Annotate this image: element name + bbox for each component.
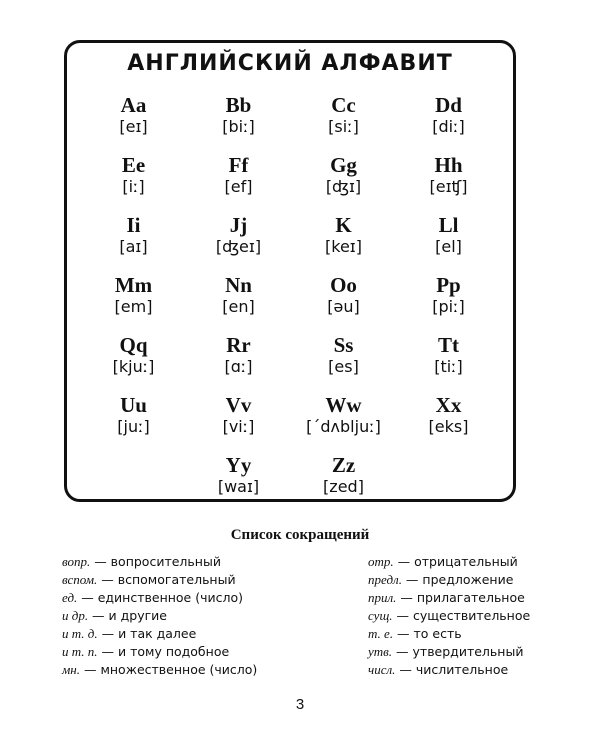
letter-glyph: Ss (333, 333, 354, 357)
page-number: 3 (295, 696, 305, 713)
abbreviation-meaning: — единственное (число) (77, 590, 243, 605)
abbreviation-item (62, 607, 257, 625)
alphabet-box (64, 40, 516, 502)
letter-glyph: Nn (225, 273, 252, 297)
letter-glyph: Xx (435, 393, 462, 417)
abbreviations-title: Список сокращений (230, 527, 370, 543)
letter-glyph: Ww (325, 393, 362, 417)
letter-transcription: [es] (328, 357, 359, 376)
abbreviation-meaning: — предложение (401, 572, 514, 587)
letter-card (81, 273, 186, 333)
letter-transcription: [el] (435, 237, 462, 256)
letter-transcription: [ˊdʌbljuː] (306, 417, 381, 436)
letter-transcription: [em] (114, 297, 153, 316)
letter-transcription: [biː] (222, 117, 255, 136)
letter-glyph: Dd (435, 93, 462, 117)
abbreviation-meaning: — вопросительный (90, 554, 221, 569)
letter-card (396, 213, 501, 273)
letter-card (291, 453, 396, 513)
abbreviation-meaning: — множественное (число) (80, 662, 258, 677)
letter-glyph: Ff (228, 153, 249, 177)
abbreviation-short: и т. д. (62, 626, 98, 641)
abbreviation-short: предл. (368, 572, 402, 587)
letter-card (81, 93, 186, 153)
letter-card (291, 93, 396, 153)
abbreviation-item (62, 571, 257, 589)
letter-card (396, 333, 501, 393)
abbreviation-short: сущ. (368, 608, 393, 623)
abbreviation-meaning: — вспомогательный (97, 572, 236, 587)
abbreviation-short: т. е. (368, 626, 394, 641)
abbreviation-short: утв. (368, 644, 393, 659)
letter-transcription: [viː] (222, 417, 255, 436)
abbreviation-meaning: — и тому подобное (97, 644, 230, 659)
letter-card (396, 393, 501, 453)
abbreviations-right-column (368, 553, 530, 679)
letter-glyph: Aa (120, 93, 147, 117)
letter-card (291, 153, 396, 213)
letter-card (396, 93, 501, 153)
abbreviation-meaning: — и другие (88, 608, 167, 623)
abbreviation-short: вспом. (62, 572, 98, 587)
letter-glyph: K (335, 213, 352, 237)
letter-glyph: Yy (225, 453, 252, 477)
letter-transcription: [ɑː] (224, 357, 253, 376)
abbreviation-item (368, 607, 530, 625)
letter-transcription: [juː] (117, 417, 150, 436)
abbreviation-short: мн. (62, 662, 80, 677)
letter-transcription: [waɪ] (217, 477, 260, 496)
letter-card (186, 453, 291, 513)
letter-glyph: Pp (436, 273, 461, 297)
letter-glyph: Zz (331, 453, 356, 477)
letter-transcription: [aɪ] (119, 237, 148, 256)
abbreviation-item (62, 643, 257, 661)
letter-glyph: Bb (225, 93, 252, 117)
letter-transcription: [ʤeɪ] (215, 237, 262, 256)
abbreviation-short: и т. п. (62, 644, 98, 659)
letter-glyph: Gg (330, 153, 357, 177)
letter-transcription: [ef] (224, 177, 253, 196)
abbreviation-item (62, 553, 257, 571)
letter-transcription: [en] (222, 297, 255, 316)
abbreviation-meaning: — и так далее (97, 626, 197, 641)
letter-transcription: [ʤɪ] (325, 177, 362, 196)
abbreviation-meaning: — утвердительный (392, 644, 524, 659)
letter-card (396, 273, 501, 333)
letter-glyph: Ee (121, 153, 146, 177)
letter-glyph: Oo (330, 273, 357, 297)
abbreviation-item (368, 589, 530, 607)
letter-card (186, 393, 291, 453)
letter-transcription: [piː] (432, 297, 465, 316)
letter-glyph: Hh (434, 153, 463, 177)
abbreviation-item (62, 589, 257, 607)
letter-transcription: [tiː] (434, 357, 463, 376)
letter-transcription: [eɪʧ] (429, 177, 468, 196)
letter-card (291, 333, 396, 393)
abbreviation-item (62, 661, 257, 679)
letter-glyph: Rr (226, 333, 251, 357)
letter-glyph: Cc (331, 93, 356, 117)
letter-card (81, 393, 186, 453)
abbreviation-meaning: — существительное (392, 608, 531, 623)
letter-transcription: [kjuː] (112, 357, 155, 376)
letter-glyph: Jj (229, 213, 248, 237)
abbreviation-item (368, 625, 530, 643)
letter-card (291, 273, 396, 333)
letter-card (186, 93, 291, 153)
abbreviation-item (368, 661, 530, 679)
letter-card (186, 333, 291, 393)
letter-glyph: Qq (119, 333, 148, 357)
abbreviation-short: и др. (62, 608, 89, 623)
letter-transcription: [əu] (327, 297, 360, 316)
letter-glyph: Vv (225, 393, 252, 417)
abbreviation-short: отр. (368, 554, 394, 569)
abbreviation-short: вопр. (62, 554, 91, 569)
letter-card (81, 153, 186, 213)
abbreviation-meaning: — числительное (395, 662, 509, 677)
abbreviation-meaning: — прилагательное (396, 590, 525, 605)
abbreviation-item (368, 571, 530, 589)
abbreviation-short: прил. (368, 590, 397, 605)
abbreviation-meaning: — отрицательный (393, 554, 518, 569)
letter-transcription: [eɪ] (119, 117, 148, 136)
abbreviation-short: ед. (62, 590, 78, 605)
letter-glyph: Tt (438, 333, 459, 357)
letter-card (396, 153, 501, 213)
letter-glyph: Uu (120, 393, 147, 417)
letter-card (81, 213, 186, 273)
letter-glyph: Ll (438, 213, 459, 237)
letter-transcription: [iː] (122, 177, 145, 196)
letter-card (291, 213, 396, 273)
letter-grid (81, 93, 501, 513)
letter-card (81, 333, 186, 393)
letter-card (291, 393, 396, 453)
letter-transcription: [zed] (323, 477, 364, 496)
letter-transcription: [diː] (432, 117, 465, 136)
abbreviation-item (62, 625, 257, 643)
letter-card (186, 153, 291, 213)
letter-transcription: [keɪ] (325, 237, 362, 256)
abbreviation-item (368, 643, 530, 661)
letter-card (186, 213, 291, 273)
letter-transcription: [eks] (428, 417, 469, 436)
letter-card (186, 273, 291, 333)
alphabet-title: АНГЛИЙСКИЙ АЛФАВИТ (127, 51, 453, 76)
letter-glyph: Mm (114, 273, 153, 297)
abbreviation-item (368, 553, 530, 571)
abbreviation-meaning: — то есть (393, 626, 462, 641)
letter-glyph: Ii (126, 213, 141, 237)
abbreviations-left-column (62, 553, 257, 679)
letter-transcription: [siː] (328, 117, 359, 136)
abbreviation-short: числ. (368, 662, 396, 677)
